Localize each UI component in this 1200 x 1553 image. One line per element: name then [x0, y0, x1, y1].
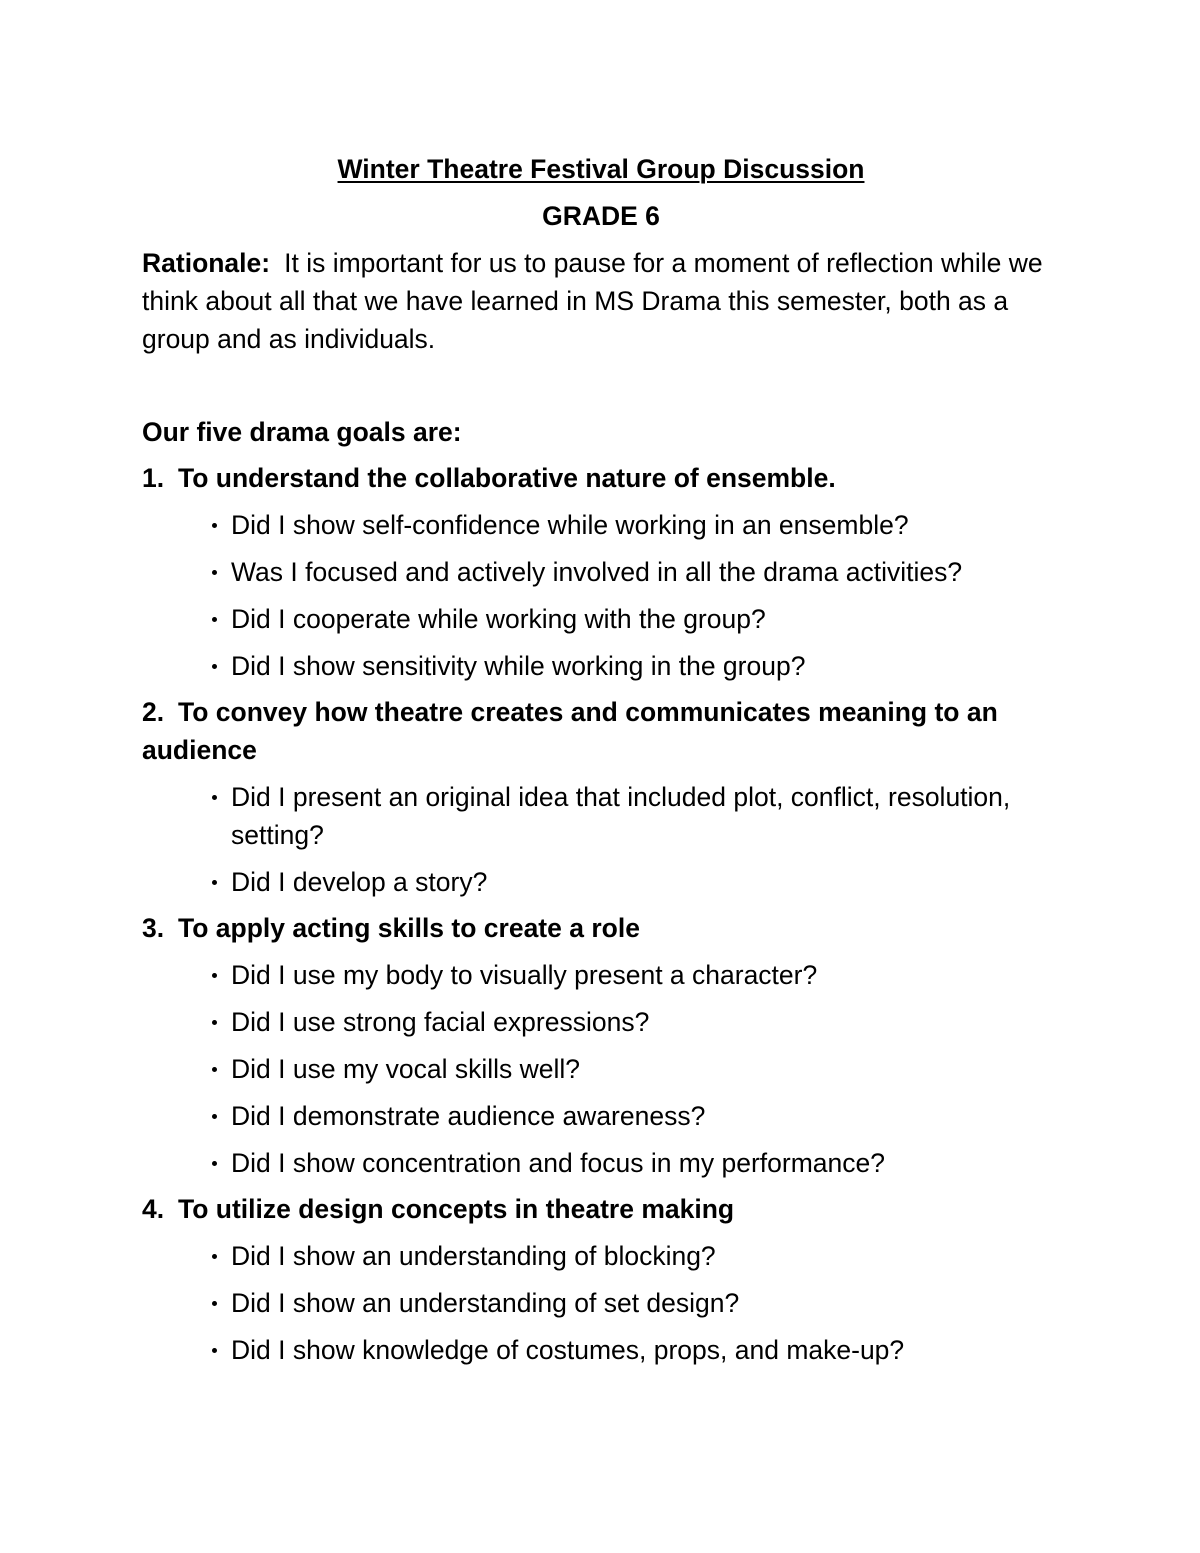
list-item — [142, 1331, 1061, 1369]
goal-number: 1. — [142, 463, 165, 493]
list-item — [142, 1237, 1061, 1275]
rationale-label: Rationale: — [142, 248, 271, 278]
question-text: Did I show concentration and focus in my performance? — [231, 1148, 885, 1178]
goal-number: 4. — [142, 1194, 165, 1224]
question-text: Did I show self-confidence while working in an ensemble? — [231, 510, 909, 540]
question-text: Was I focused and actively involved in all the drama activities? — [231, 557, 963, 587]
list-item — [142, 1050, 1061, 1088]
bullet-icon — [212, 1254, 217, 1259]
bullet-icon — [212, 1348, 217, 1353]
goal-text: To apply acting skills to create a role — [178, 913, 640, 943]
list-item — [142, 647, 1061, 685]
grade-heading: GRADE 6 — [542, 201, 660, 231]
bullet-icon — [212, 795, 217, 800]
bullet-icon — [212, 664, 217, 669]
bullet-icon — [212, 1301, 217, 1306]
goal-number: 3. — [142, 913, 165, 943]
bullet-icon — [212, 570, 217, 575]
bullet-icon — [212, 973, 217, 978]
list-item — [142, 506, 1061, 544]
question-text: Did I show an understanding of set design? — [231, 1288, 740, 1318]
list-item — [142, 1144, 1061, 1182]
list-item — [142, 600, 1061, 638]
goal-number: 2. — [142, 697, 165, 727]
question-text: Did I use strong facial expressions? — [231, 1007, 650, 1037]
list-item — [142, 778, 1061, 854]
question-text: Did I show sensitivity while working in the group? — [231, 651, 806, 681]
list-item — [142, 553, 1061, 591]
bullet-icon — [212, 1114, 217, 1119]
goal-questions-list — [142, 956, 1060, 1182]
goal-title — [142, 909, 1060, 947]
goal-1 — [142, 459, 1060, 685]
question-text: Did I develop a story? — [231, 867, 488, 897]
bullet-icon — [212, 1020, 217, 1025]
rationale-paragraph — [142, 244, 1062, 358]
goal-title — [142, 1190, 1060, 1228]
bullet-icon — [212, 1067, 217, 1072]
question-text: Did I show an understanding of blocking? — [231, 1241, 716, 1271]
goal-4 — [142, 1190, 1060, 1369]
goal-questions-list — [142, 1237, 1060, 1369]
question-text: Did I demonstrate audience awareness? — [231, 1101, 706, 1131]
goal-questions-list — [142, 778, 1060, 901]
goal-2 — [142, 693, 1060, 901]
question-text: Did I use my body to visually present a character? — [231, 960, 818, 990]
bullet-icon — [212, 1161, 217, 1166]
question-text: Did I show knowledge of costumes, props, and make-up? — [231, 1335, 905, 1365]
goal-text: To utilize design concepts in theatre making — [178, 1194, 735, 1224]
bullet-icon — [212, 617, 217, 622]
goal-title — [142, 693, 1060, 769]
rationale-text: It is important for us to pause for a moment of reflection while we think about all that we have learned in MS Drama this semester, both as a group and as individuals. — [142, 248, 1043, 354]
bullet-icon — [212, 880, 217, 885]
question-text: Did I present an original idea that included plot, conflict, resolution, setting? — [231, 782, 1011, 850]
document-title: Winter Theatre Festival Group Discussion — [337, 154, 865, 184]
goal-text: To convey how theatre creates and communicates meaning to an audience — [142, 697, 998, 765]
question-text: Did I use my vocal skills well? — [231, 1054, 581, 1084]
list-item — [142, 1097, 1061, 1135]
list-item — [142, 1284, 1061, 1322]
list-item — [142, 1003, 1061, 1041]
question-text: Did I cooperate while working with the group? — [231, 604, 766, 634]
goal-questions-list — [142, 506, 1060, 685]
goals-heading: Our five drama goals are: — [142, 417, 462, 447]
goal-text: To understand the collaborative nature of ensemble. — [178, 463, 836, 493]
goal-title — [142, 459, 1060, 497]
list-item — [142, 956, 1061, 994]
bullet-icon — [212, 523, 217, 528]
list-item — [142, 863, 1061, 901]
goal-3 — [142, 909, 1060, 1182]
